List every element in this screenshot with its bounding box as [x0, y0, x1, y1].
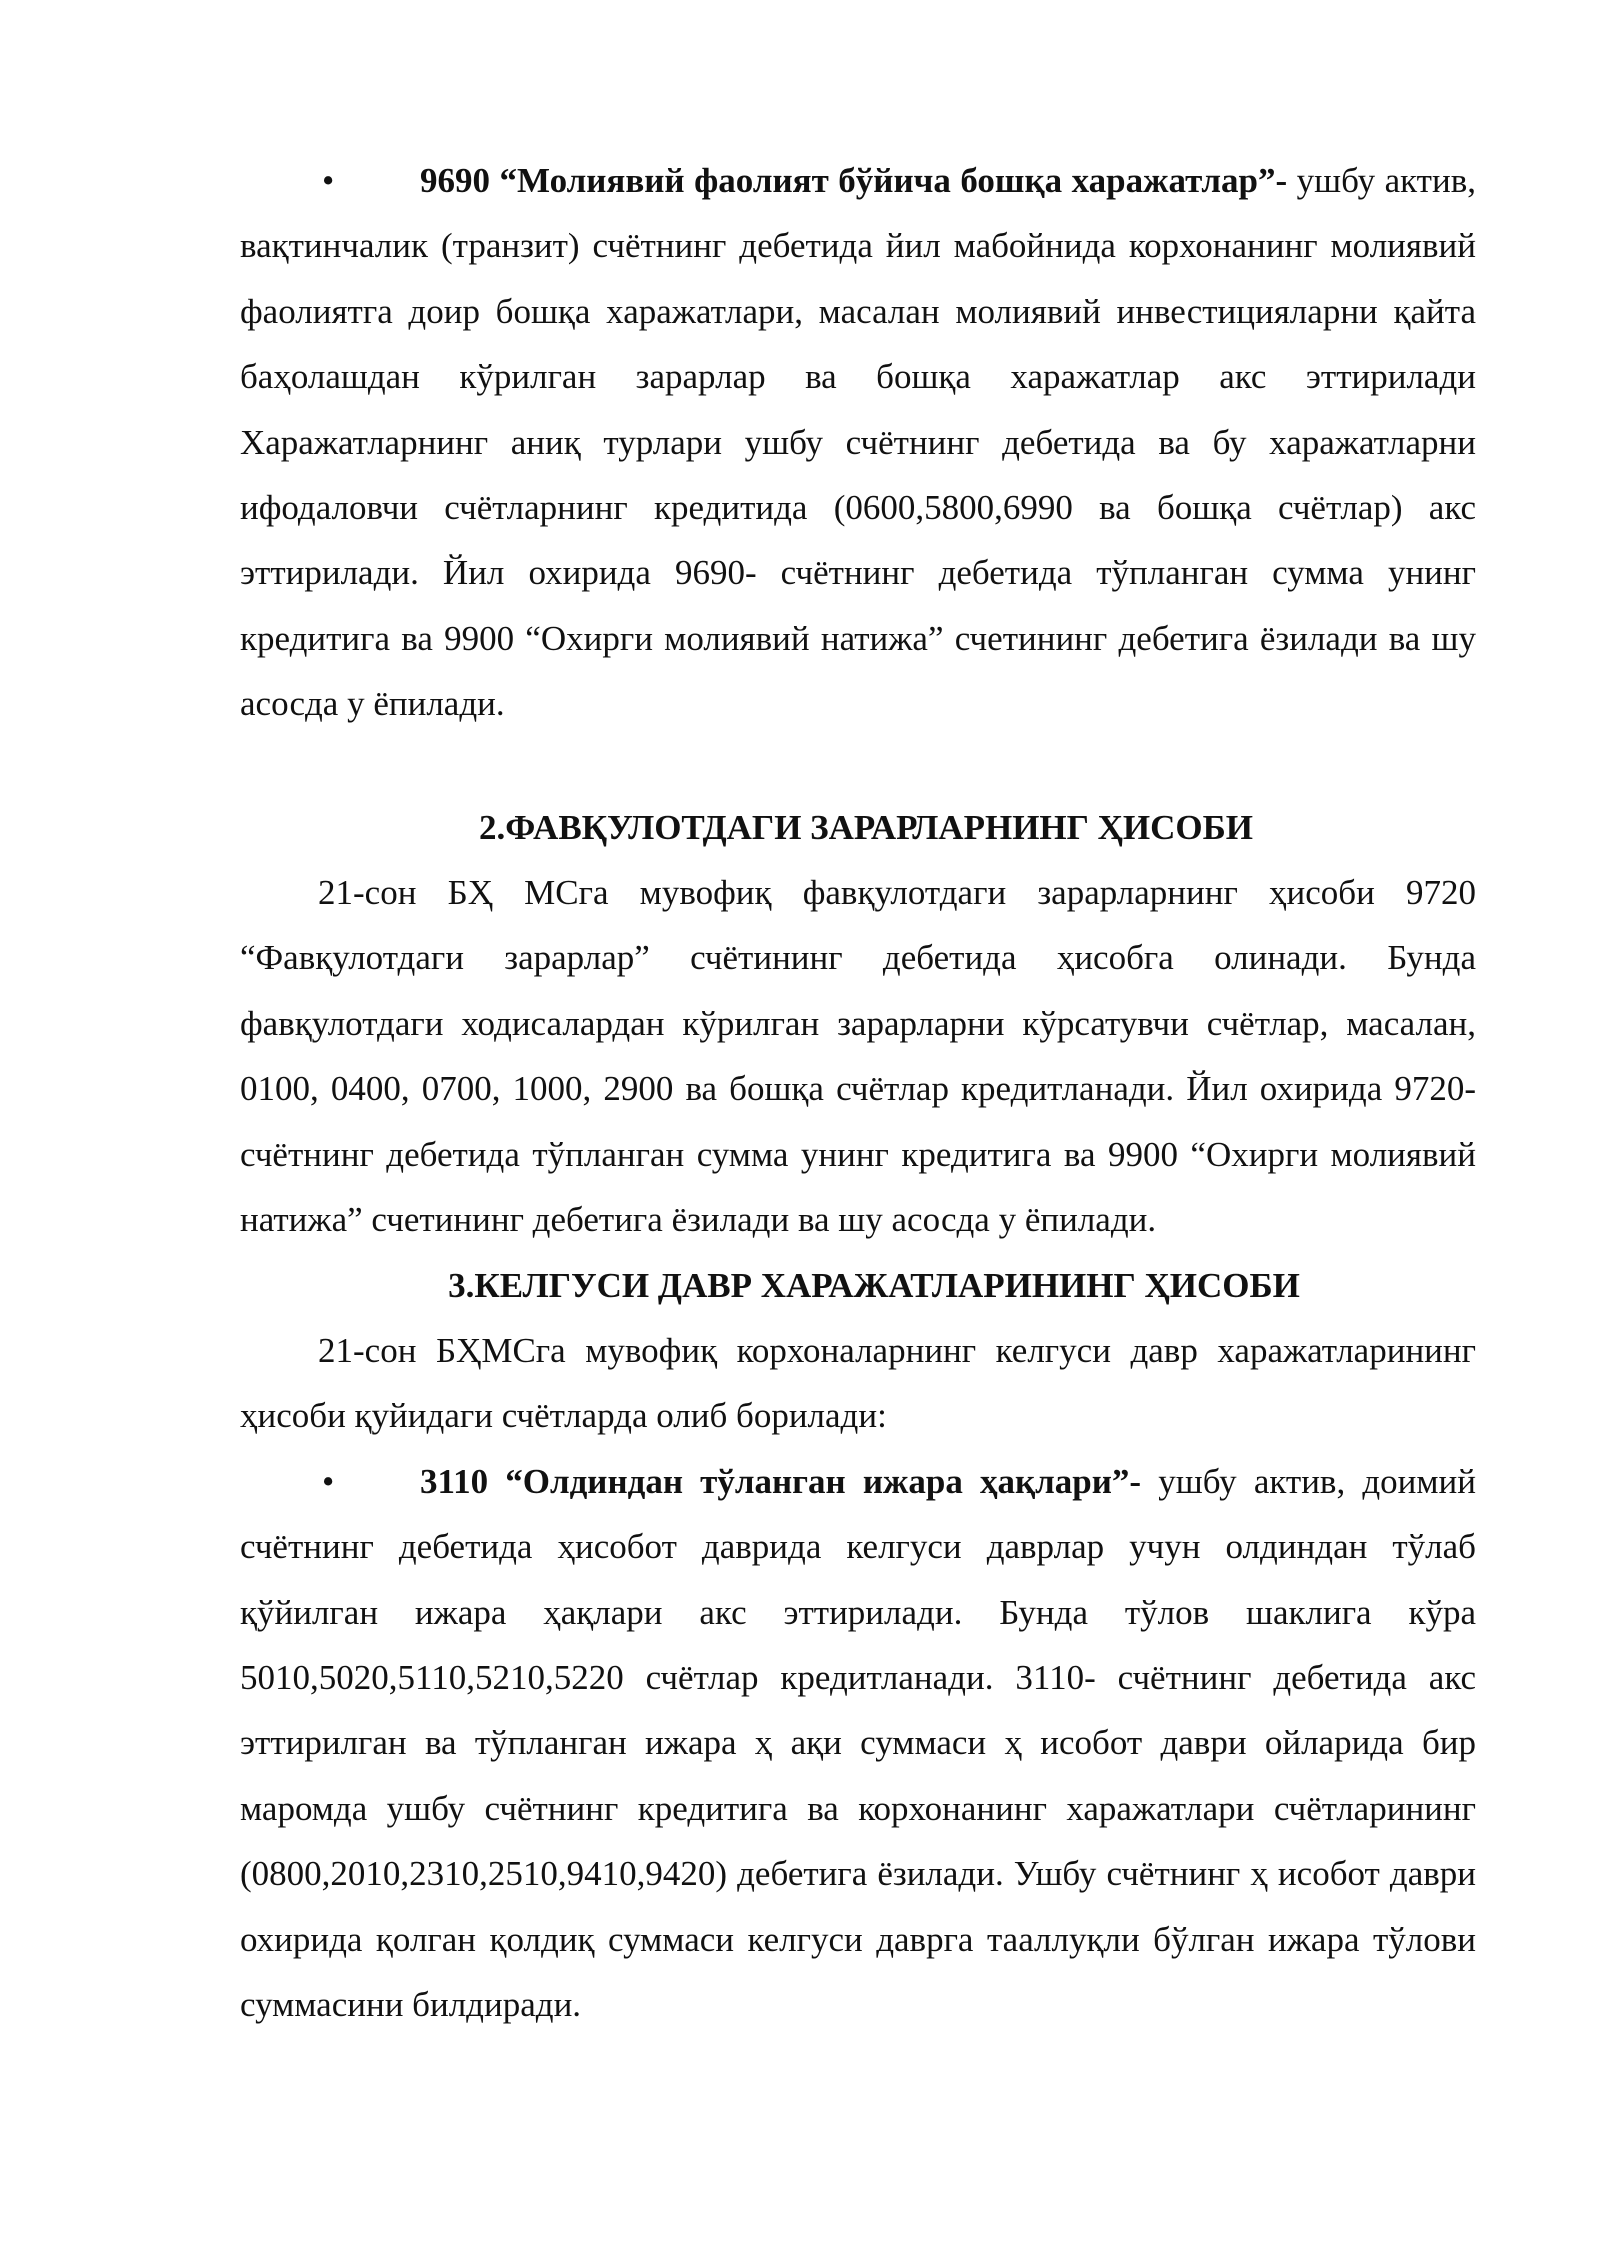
paragraph-9690	[240, 148, 1476, 737]
account-3110-title: 3110 “Олдиндан тўланган ижара ҳақлари”-	[420, 1461, 1142, 1501]
section-heading-extraordinary-losses: 2.ФАВҚУЛОТДАГИ ЗАРАРЛАРНИНГ ҲИСОБИ	[478, 807, 1254, 847]
bullet-icon: •	[322, 1461, 335, 1501]
account-9690-title: 9690 “Молиявий фаолият бўйича бошқа харажатлар”-	[420, 161, 1288, 200]
paragraph-extraordinary-losses: 21-сон БҲ МСга мувофиқ фавқулотдаги зарарларнинг ҳисоби 9720 “Фавқулотдаги зарарлар” счётининг дебетида ҳисобга олинади. Бунда фавқулотдаги ходисалардан кўрилган зарарларни кўрсатувчи счётлар, масалан, 0100, 0400, 0700, 1000, 2900 ва бошқа счётлар кредитланади. Йил охирида 9720- счётнинг дебетида тўпланган сумма унинг кредитига ва 9900 “Охирги молиявий натижа” счетининг дебетига ёзилади ва шу асосда у ёпилади.	[240, 873, 1476, 1240]
paragraph-future-expenses-intro: 21-сон БҲМСга мувофиқ корхоналарнинг келгуси давр харажатларининг ҳисоби қуйидаги счётларда олиб борилади:	[240, 1330, 1476, 1436]
section-heading-future-expenses: 3.КЕЛГУСИ ДАВР ХАРАЖАТЛАРИНИНГ ҲИСОБИ	[448, 1265, 1300, 1305]
bullet-icon: •	[322, 161, 335, 200]
page-content	[240, 148, 1476, 2037]
account-9690-text: ушбу актив, вақтинчалик (транзит) счётнинг дебетида йил мабойнида корхонанинг молиявий фаолиятга доир бошқа харажатлари, масалан молиявий инвестицияларни қайта баҳолашдан кўрилган зарарлар ва бошқа харажатлар акс эттирилади Харажатларнинг аниқ турлари ушбу счётнинг дебетида ва бу харажатларни ифодаловчи счётларнинг кредитида (0600,5800,6990 ва бошқа счётлар) акс эттирилади. Йил охирида 9690- счётнинг дебетида тўпланган сумма унинг кредитига ва 9900 “Охирги молиявий натижа” счетининг дебетига ёзилади ва шу асосда у ёпилади.	[240, 161, 1476, 724]
paragraph-3110	[240, 1449, 1476, 2038]
account-3110-text: ушбу актив, доимий счётнинг дебетида ҳисобот даврида келгуси даврлар учун олдиндан тўлаб қўйилган ижара ҳақлари акс эттирилади. Бунда тўлов шаклига кўра 5010,5020,5110,5210,5220 счётлар кредитланади. 3110- счётнинг дебетида акс эттирилган ва тўпланган ижара ҳ ақи суммаси ҳ исобот даври ойларида бир маромда ушбу счётнинг кредитига ва корхонанинг харажатлари счётларининг (0800,2010,2310,2510,9410,9420) дебетига ёзилади. Ушбу счётнинг ҳ исобот даври охирида қолган қолдиқ суммаси келгуси даврга тааллуқли бўлган ижара тўлови суммасини билдиради.	[240, 1461, 1476, 2024]
